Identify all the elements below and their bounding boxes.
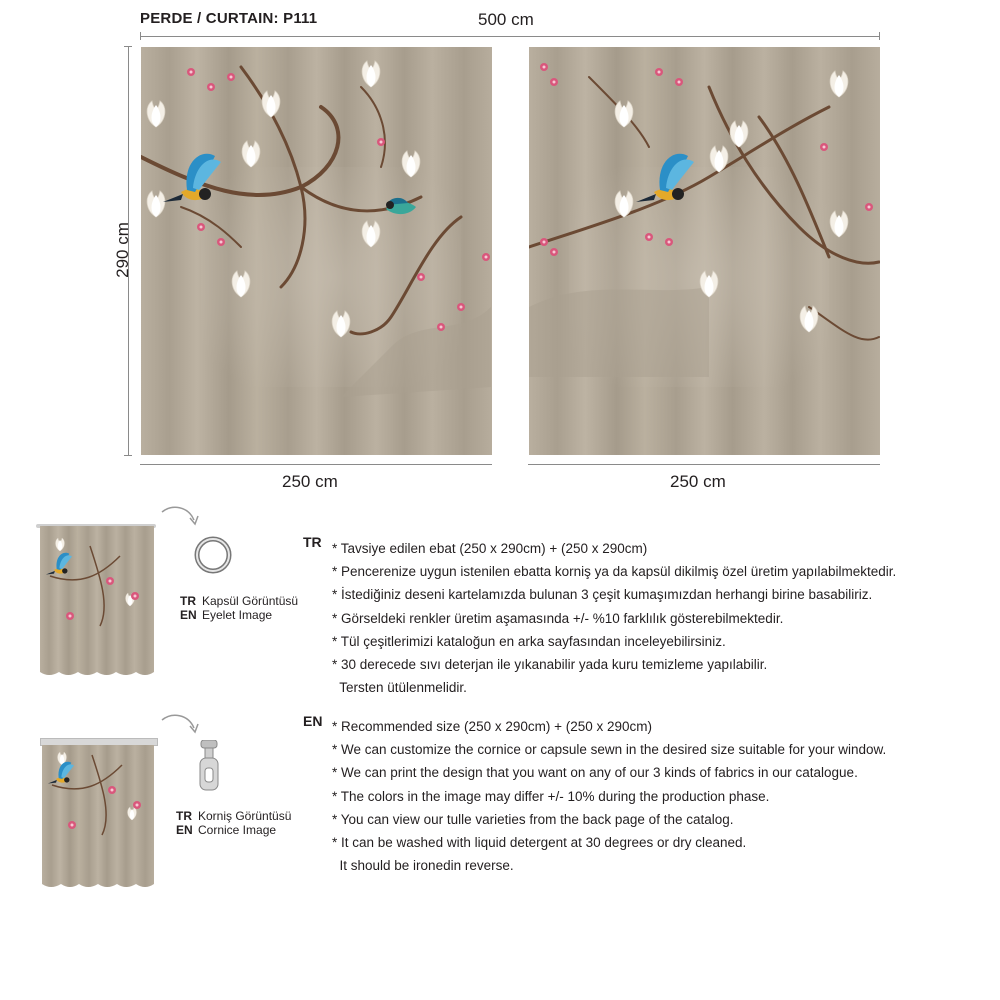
cornice-caption-tr-tag: TR <box>176 809 192 823</box>
left-panel-width-label: 250 cm <box>282 472 338 491</box>
right-panel-width-label: 250 cm <box>670 472 726 491</box>
cornice-caption-en-tag: EN <box>176 823 193 837</box>
tr-line: * Tavsiye edilen ebat (250 x 290cm) + (250 x 290cm) <box>332 541 648 556</box>
en-line: * You can view our tulle varieties from the back page of the catalog. <box>332 811 734 827</box>
curtain-panel-left <box>141 47 492 455</box>
height-label: 290 cm <box>113 222 132 278</box>
tr-section-tag: TR <box>303 534 322 550</box>
en-section-tag: EN <box>303 713 323 729</box>
total-width-tick-left <box>140 32 141 40</box>
tr-line: * Tül çeşitlerimizi kataloğun en arka sayfasından inceleyebilirsiniz. <box>332 633 726 649</box>
eyelet-caption-en-tag: EN <box>180 608 197 622</box>
left-panel-width-line <box>140 464 492 465</box>
en-line: * The colors in the image may differ +/- 10% during the production phase. <box>332 788 770 804</box>
tr-line: * İstediğiniz deseni kartelamızda bulunan 3 çeşit kumaşımızdan herhangi birine basabiliriz. <box>332 587 873 603</box>
tr-line: * Pencerenize uygun istenilen ebatta korniş ya da kapsül dikilmiş özel üretim yapılabilmektedir. <box>332 564 897 580</box>
eyelet-curtain-thumbnail <box>40 526 154 678</box>
height-tick-bottom <box>124 455 132 456</box>
tr-line: Tersten ütülenmelidir. <box>332 680 467 696</box>
eyelet-caption-tr: Kapsül Görüntüsü <box>202 594 299 608</box>
cornice-caption <box>176 809 291 837</box>
curtain-panel-right <box>529 47 880 455</box>
tr-section-list <box>332 537 896 699</box>
arrow-curve-icon <box>158 504 202 532</box>
cornice-caption-en: Cornice Image <box>198 823 277 837</box>
arrow-curve-icon <box>158 712 202 740</box>
cornice-hook-icon <box>196 740 222 794</box>
tr-line: * Görseldeki renkler üretim aşamasında +/- %10 farklılık gösterebilmektedir. <box>332 610 784 626</box>
total-width-label: 500 cm <box>478 10 534 29</box>
en-line: * Recommended size (250 x 290cm) + (250 x 290cm) <box>332 719 653 734</box>
tr-line: * 30 derecede sıvı deterjan ile yıkanabilir yada kuru temizleme yapılabilir. <box>332 657 768 673</box>
eyelet-ring-icon <box>194 536 232 574</box>
total-width-tick-right <box>879 32 880 40</box>
en-section-list <box>332 715 886 877</box>
eyelet-caption-en: Eyelet Image <box>202 608 273 622</box>
cornice-caption-tr: Korniş Görüntüsü <box>198 809 292 823</box>
en-line: * We can print the design that you want on any of our 3 kinds of fabrics in our catalogue. <box>332 765 858 781</box>
total-width-line <box>140 36 880 37</box>
height-tick-top <box>124 46 132 47</box>
right-panel-width-line <box>528 464 880 465</box>
eyelet-caption <box>180 594 298 622</box>
page-title: PERDE / CURTAIN: P111 <box>140 10 318 27</box>
en-line: It should be ironedin reverse. <box>332 858 514 874</box>
en-line: * It can be washed with liquid detergent at 30 degrees or dry cleaned. <box>332 835 747 851</box>
cornice-curtain-thumbnail <box>42 745 154 890</box>
eyelet-caption-tr-tag: TR <box>180 594 196 608</box>
en-line: * We can customize the cornice or capsule sewn in the desired size suitable for your window. <box>332 742 887 758</box>
